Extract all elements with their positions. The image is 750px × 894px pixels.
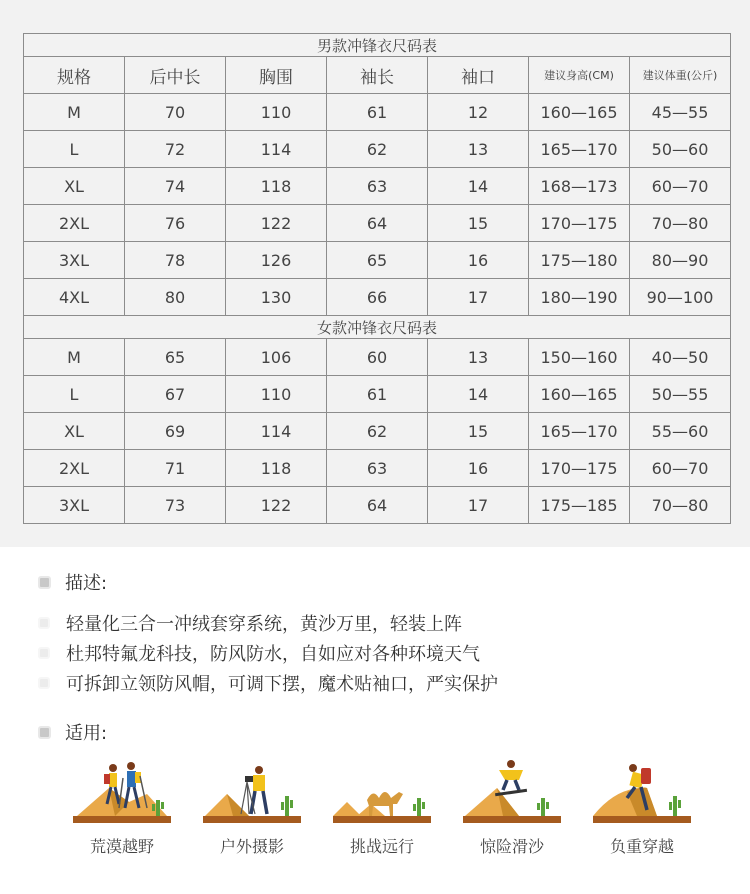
- table-cell: 110: [226, 94, 327, 131]
- table-row: [24, 242, 731, 279]
- hikers-icon: [67, 758, 177, 828]
- table-cell: 114: [226, 131, 327, 168]
- table-cell: 90—100: [630, 279, 731, 316]
- table-cell: 165—170: [529, 131, 630, 168]
- table-cell: M: [24, 94, 125, 131]
- table-cell: L: [24, 131, 125, 168]
- table-cell: 180—190: [529, 279, 630, 316]
- usage-title-row: [38, 718, 107, 746]
- header-cell: 建议身高(CM): [529, 57, 630, 94]
- table-cell: 122: [226, 205, 327, 242]
- table-cell: 76: [125, 205, 226, 242]
- table-cell: 63: [327, 168, 428, 205]
- description-title: 描述:: [65, 573, 108, 594]
- table-cell: 78: [125, 242, 226, 279]
- table-cell: 60—70: [630, 450, 731, 487]
- header-cell: 袖长: [327, 57, 428, 94]
- usage-label: 荒漠越野: [89, 837, 154, 856]
- table-cell: 50—55: [630, 376, 731, 413]
- header-cell: 后中长: [125, 57, 226, 94]
- table-cell: 60: [327, 339, 428, 376]
- table-cell: 62: [327, 413, 428, 450]
- table-row: [24, 376, 731, 413]
- table-cell: 150—160: [529, 339, 630, 376]
- women-table-title: 女款冲锋衣尺码表: [24, 316, 731, 339]
- table-cell: M: [24, 339, 125, 376]
- header-row: [24, 57, 731, 94]
- bullet-icon: [38, 617, 50, 629]
- table-cell: 13: [428, 131, 529, 168]
- table-cell: 63: [327, 450, 428, 487]
- bullet-icon: [38, 726, 51, 739]
- table-cell: 3XL: [24, 242, 125, 279]
- table-cell: 17: [428, 279, 529, 316]
- header-cell: 袖口: [428, 57, 529, 94]
- table-cell: 65: [125, 339, 226, 376]
- table-cell: 50—60: [630, 131, 731, 168]
- table-cell: 64: [327, 205, 428, 242]
- table-cell: 3XL: [24, 487, 125, 524]
- table-cell: 130: [226, 279, 327, 316]
- table-cell: 114: [226, 413, 327, 450]
- table-cell: 73: [125, 487, 226, 524]
- usage-title: 适用:: [65, 723, 108, 744]
- table-cell: 165—170: [529, 413, 630, 450]
- table-cell: 12: [428, 94, 529, 131]
- table-cell: 4XL: [24, 279, 125, 316]
- photographer-icon: [197, 758, 307, 828]
- table-cell: 55—60: [630, 413, 731, 450]
- table-cell: 80: [125, 279, 226, 316]
- table-row: [24, 168, 731, 205]
- table-cell: 71: [125, 450, 226, 487]
- description-line: 杜邦特氟龙科技，防风防水，自如应对各种环境天气: [66, 644, 480, 665]
- table-cell: 2XL: [24, 450, 125, 487]
- bullet-icon: [38, 647, 50, 659]
- usage-label: 惊险滑沙: [479, 837, 544, 856]
- table-cell: 106: [226, 339, 327, 376]
- table-row: [24, 487, 731, 524]
- table-cell: 61: [327, 94, 428, 131]
- description-line: 轻量化三合一冲绒套穿系统，黄沙万里，轻装上阵: [66, 614, 462, 635]
- sandboarding-icon: [457, 758, 567, 828]
- table-row: [24, 339, 731, 376]
- table-cell: 60—70: [630, 168, 731, 205]
- bullet-icon: [38, 677, 50, 689]
- table-row: [24, 94, 731, 131]
- table-cell: 160—165: [529, 376, 630, 413]
- table-cell: 13: [428, 339, 529, 376]
- table-cell: 16: [428, 450, 529, 487]
- usage-label: 户外摄影: [219, 837, 284, 856]
- header-cell: 规格: [24, 57, 125, 94]
- backpacker-icon: [587, 758, 697, 828]
- table-cell: 80—90: [630, 242, 731, 279]
- table-cell: L: [24, 376, 125, 413]
- usage-item: [322, 758, 442, 857]
- table-cell: 168—173: [529, 168, 630, 205]
- table-cell: 170—175: [529, 450, 630, 487]
- usage-label: 负重穿越: [609, 837, 674, 856]
- table-cell: XL: [24, 168, 125, 205]
- table-cell: 14: [428, 168, 529, 205]
- table-row: [24, 413, 731, 450]
- table-cell: 66: [327, 279, 428, 316]
- table-cell: 16: [428, 242, 529, 279]
- table-cell: 15: [428, 413, 529, 450]
- table-cell: 72: [125, 131, 226, 168]
- table-cell: 175—180: [529, 242, 630, 279]
- table-cell: XL: [24, 413, 125, 450]
- camel-icon: [327, 758, 437, 828]
- table-cell: 62: [327, 131, 428, 168]
- usage-label: 挑战远行: [349, 837, 414, 856]
- table-cell: 118: [226, 168, 327, 205]
- table-cell: 160—165: [529, 94, 630, 131]
- table-cell: 65: [327, 242, 428, 279]
- table-cell: 74: [125, 168, 226, 205]
- table-cell: 2XL: [24, 205, 125, 242]
- table-cell: 126: [226, 242, 327, 279]
- table-cell: 15: [428, 205, 529, 242]
- table-cell: 170—175: [529, 205, 630, 242]
- table-cell: 17: [428, 487, 529, 524]
- table-cell: 122: [226, 487, 327, 524]
- usage-item: [62, 758, 182, 857]
- usage-item: [452, 758, 572, 857]
- description-line: 可拆卸立领防风帽，可调下摆，魔术贴袖口，严实保护: [66, 674, 498, 695]
- header-cell: 建议体重(公斤): [630, 57, 731, 94]
- table-cell: 64: [327, 487, 428, 524]
- usage-item: [582, 758, 702, 857]
- usage-item: [192, 758, 312, 857]
- men-size-table: [23, 33, 731, 524]
- table-cell: 70—80: [630, 487, 731, 524]
- men-table-title: 男款冲锋衣尺码表: [24, 34, 731, 57]
- bullet-icon: [38, 576, 51, 589]
- usage-icons: [62, 758, 702, 868]
- table-cell: 118: [226, 450, 327, 487]
- header-cell: 胸围: [226, 57, 327, 94]
- table-cell: 14: [428, 376, 529, 413]
- table-cell: 70—80: [630, 205, 731, 242]
- table-cell: 70: [125, 94, 226, 131]
- table-cell: 61: [327, 376, 428, 413]
- table-cell: 110: [226, 376, 327, 413]
- table-row: [24, 279, 731, 316]
- table-cell: 45—55: [630, 94, 731, 131]
- table-cell: 69: [125, 413, 226, 450]
- description-section: [38, 568, 718, 698]
- table-row: [24, 205, 731, 242]
- table-row: [24, 450, 731, 487]
- table-cell: 67: [125, 376, 226, 413]
- table-row: [24, 131, 731, 168]
- table-cell: 175—185: [529, 487, 630, 524]
- table-cell: 40—50: [630, 339, 731, 376]
